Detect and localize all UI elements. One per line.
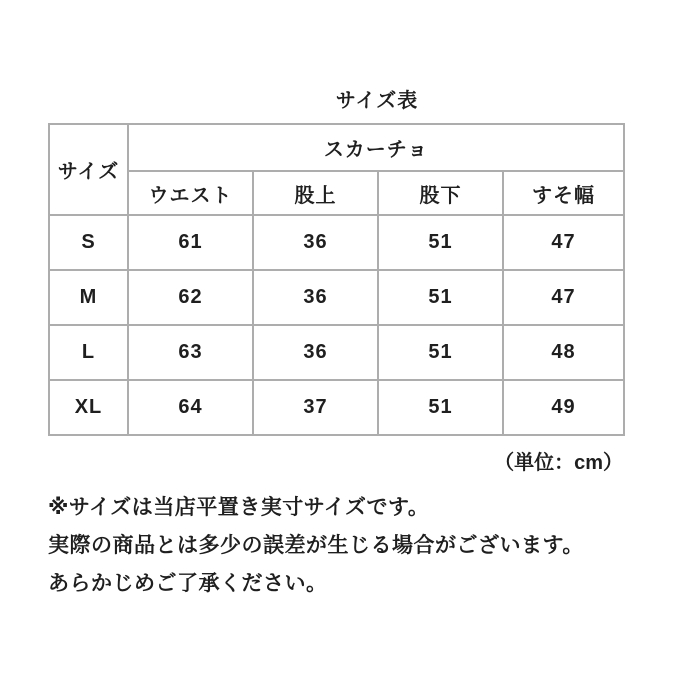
page-title: サイズ表: [335, 90, 419, 112]
column-header-rise: 股上: [253, 171, 378, 215]
note-line-measurement-method: ※サイズは当店平置き実寸サイズです。: [48, 496, 430, 519]
table-row-xl: [49, 380, 624, 435]
disclaimer-notes: [48, 489, 658, 603]
value-cell-hem-width: 47: [503, 270, 624, 325]
value-cell-hem-width: 49: [503, 380, 624, 435]
value-cell-hem-width: 47: [503, 215, 624, 270]
size-column-header: サイズ: [49, 124, 128, 215]
column-header-waist: ウエスト: [128, 171, 253, 215]
unit-note: （単位：cm）: [494, 452, 623, 474]
value-cell-inseam: 51: [378, 215, 503, 270]
table-row-l: [49, 325, 624, 380]
value-cell-inseam: 51: [378, 380, 503, 435]
size-label-cell: XL: [49, 380, 128, 435]
value-cell-rise: 37: [253, 380, 378, 435]
size-label-cell: M: [49, 270, 128, 325]
size-label-cell: S: [49, 215, 128, 270]
table-row-s: [49, 215, 624, 270]
value-cell-inseam: 51: [378, 325, 503, 380]
note-line-tolerance: 実際の商品とは多少の誤差が生じる場合がございます。: [48, 534, 584, 557]
value-cell-rise: 36: [253, 325, 378, 380]
table-row-m: [49, 270, 624, 325]
value-cell-hem-width: 48: [503, 325, 624, 380]
column-header-hem-width: すそ幅: [503, 171, 624, 215]
note-line-acknowledgement: あらかじめご了承ください。: [48, 572, 328, 595]
value-cell-waist: 62: [128, 270, 253, 325]
product-group-header: スカーチョ: [128, 124, 624, 171]
value-cell-rise: 36: [253, 215, 378, 270]
value-cell-inseam: 51: [378, 270, 503, 325]
size-label-cell: L: [49, 325, 128, 380]
value-cell-rise: 36: [253, 270, 378, 325]
column-header-inseam: 股下: [378, 171, 503, 215]
value-cell-waist: 61: [128, 215, 253, 270]
table-header-row-group: [49, 124, 624, 171]
size-table: [48, 123, 625, 436]
value-cell-waist: 64: [128, 380, 253, 435]
value-cell-waist: 63: [128, 325, 253, 380]
table-header-row-measures: [49, 171, 624, 215]
